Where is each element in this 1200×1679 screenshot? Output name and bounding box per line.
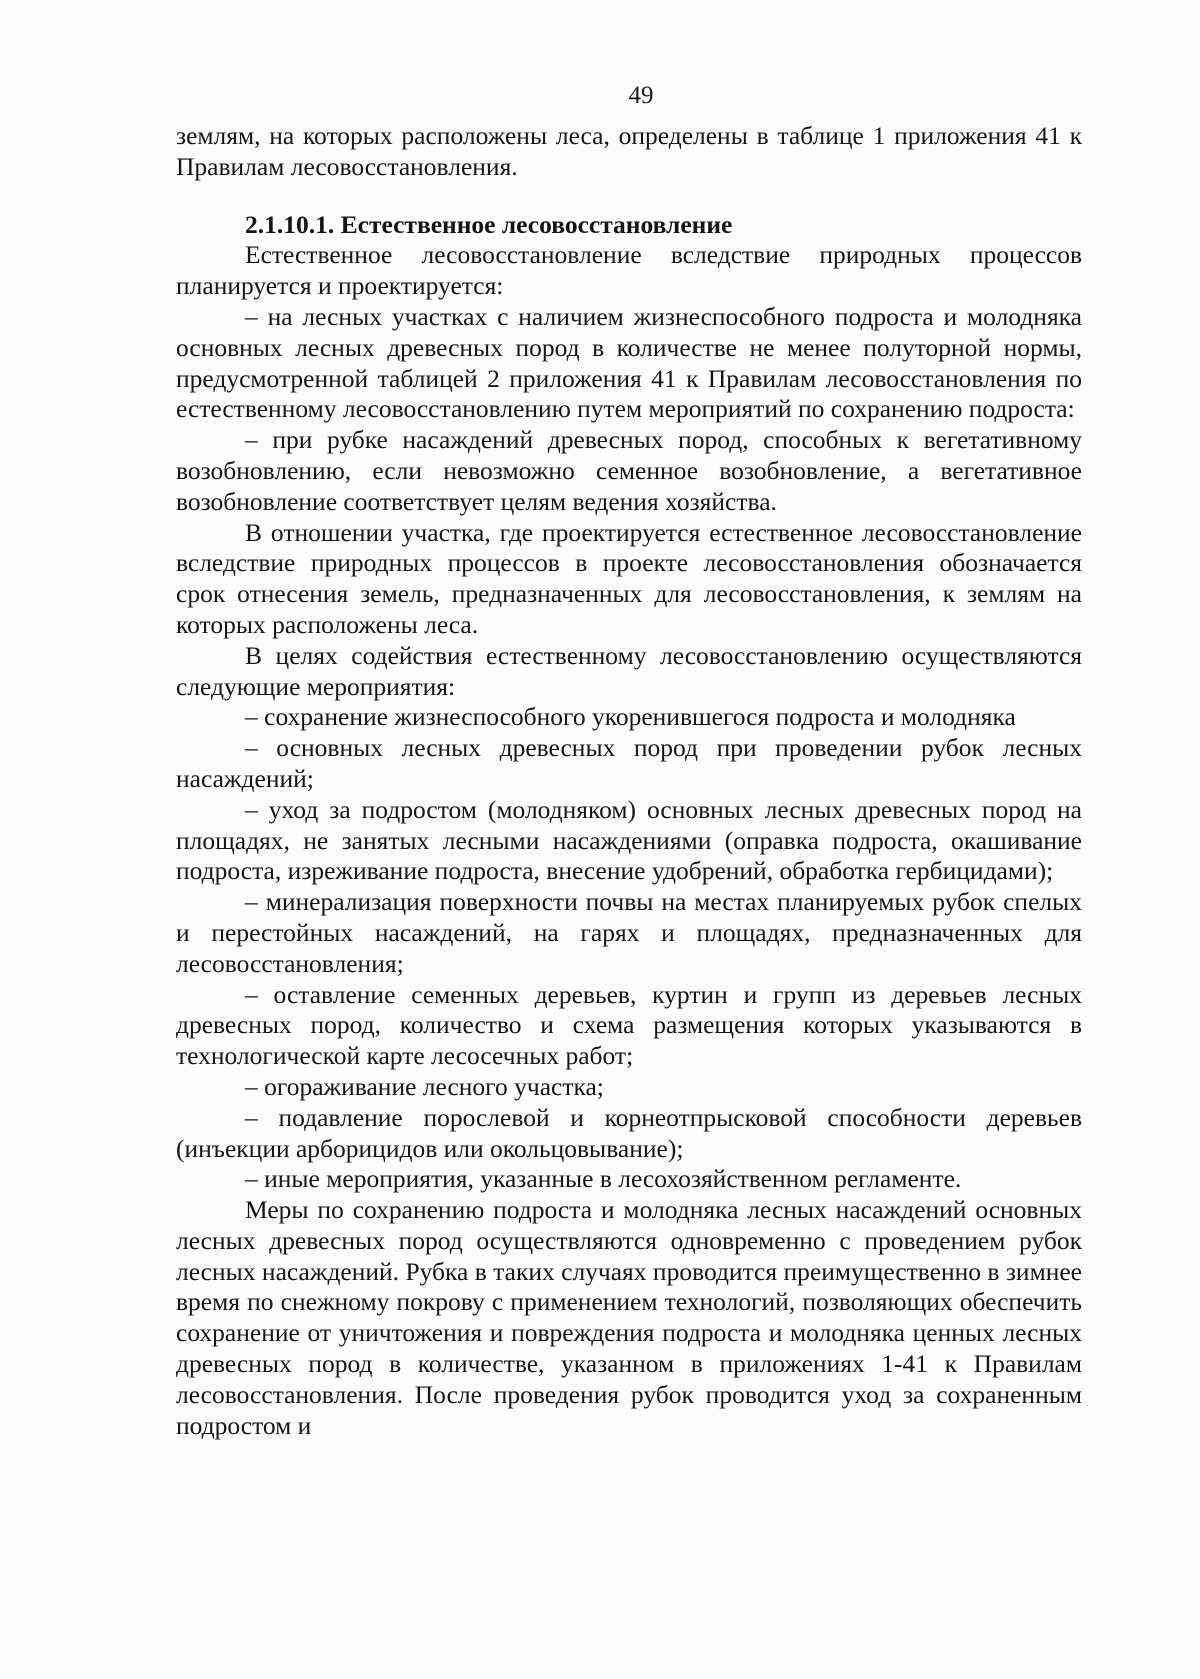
list-item-undergrowth: – на лесных участках с наличием жизнеспособного подроста и молодняка основных лесных древесных пород в количестве не менее полуторной нормы, предусмотренной таблицей 2 приложения 41 к Правилам лесовосстановления по естественному лесовосстановлению путем мероприятий по сохранению подроста: [176, 301, 1082, 424]
section-heading: 2.1.10.1. Естественное лесовосстановление [245, 209, 733, 239]
page-number: 49 [628, 82, 654, 109]
paragraph-assistance-measures: В целях содействия естественному лесовосстановлению осуществляются следующие мероприятия: [176, 640, 1082, 701]
paragraph-natural-regeneration: Естественное лесовосстановление вследствие природных процессов планируется и проектируется: [176, 240, 1082, 301]
intro-paragraph: землям, на которых расположены леса, определены в таблице 1 приложения 41 к Правилам лесовосстановления. [176, 121, 1082, 181]
list-item-suppression: – подавление порослевой и корнеотпрысковой способности деревьев (инъекции арборицидов или окольцовывание); [176, 1102, 1082, 1163]
list-item-other: – иные мероприятия, указанные в лесохозяйственном регламенте. [245, 1164, 962, 1194]
list-item-care: – уход за подростом (молодняком) основных лесных древесных пород на площадях, не занятых лесными насаждениями (оправка подроста, окашивание подроста, изреживание подроста, внесение удобрений, обработка гербицидами); [176, 794, 1082, 886]
list-item-vegetative: – при рубке насаждений древесных пород, способных к вегетативному возобновлению, если невозможно семенное возобновление, а вегетативное возобновление соответствует целям ведения хозяйства. [176, 425, 1082, 516]
list-item-mineralization: – минерализация поверхности почвы на местах планируемых рубок спелых и перестойных насаждений, на гарях и площадях, предназначенных для лесовосстановления; [176, 887, 1082, 978]
document-body [176, 121, 1082, 1441]
paragraph-land-assignment: В отношении участка, где проектируется естественное лесовосстановление вследствие природных процессов в проекте лесовосстановления обозначается срок отнесения земель, предназначенных для лесовосстановления, к землям на которых расположены леса. [176, 517, 1082, 639]
list-item-main-species: – основных лесных древесных пород при проведении рубок лесных насаждений; [176, 733, 1082, 793]
list-item-fencing: – огораживание лесного участка; [245, 1071, 604, 1101]
list-item-seed-trees: – оставление семенных деревьев, куртин и групп из деревьев лесных древесных пород, количество и схема размещения которых указываются в технологической карте лесосечных работ; [176, 979, 1082, 1071]
paragraph-measures-logging: Меры по сохранению подроста и молодняка лесных насаждений основных лесных древесных пород осуществляются одновременно с проведением рубок лесных насаждений. Рубка в таких случаях проводится преимущественно в зимнее время по снежному покрову с применением технологий, позволяющих обеспечить сохранение от уничтожения и повреждения подроста и молодняка ценных лесных древесных пород в количестве, указанном в приложениях 1-41 к Правилам лесовосстановления. После проведения рубок проводится уход за сохраненным подростом и [176, 1195, 1082, 1440]
list-item-preserve: – сохранение жизнеспособного укоренившегося подроста и молодняка [245, 702, 1016, 732]
